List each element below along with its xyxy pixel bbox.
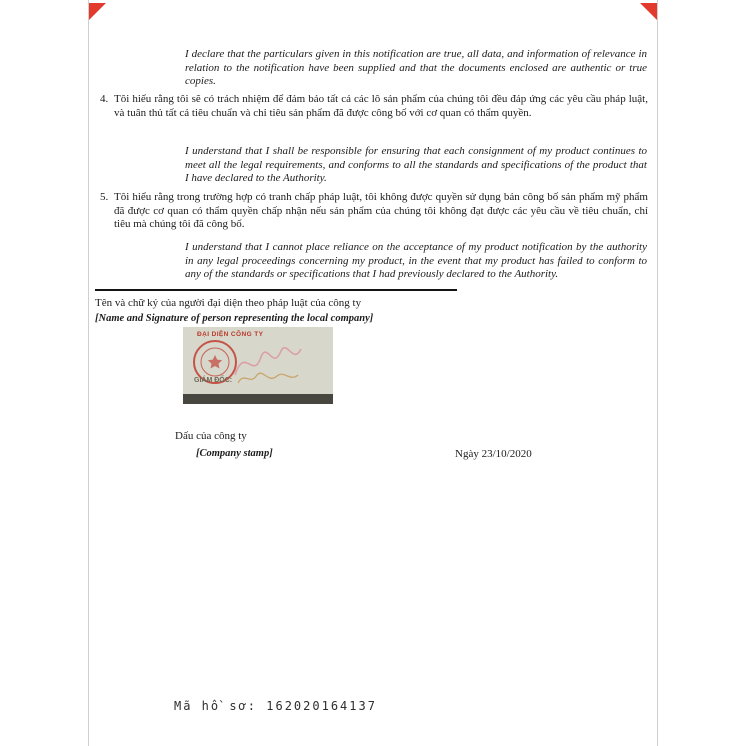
page-left-edge [88, 0, 89, 746]
red-corner-mark-left [89, 3, 106, 20]
stamp-photo-bottom-strip [183, 394, 333, 404]
signature-label-en: [Name and Signature of person representing the local company] [95, 313, 374, 324]
declaration-intro: I declare that the particulars given in this notification are true, all data, and information of relevance in relation to the notification have been supplied and that the documents enclosed are authentic or true copies. [185, 48, 647, 87]
amber-signature-icon [235, 369, 301, 389]
stamp-caption-vi: Dấu của công ty [175, 430, 247, 442]
item-4-text-en: I understand that I shall be responsible for ensuring that each consignment of my product continues to meet all the legal requirements, and conforms to all the standards and specifications of the product that I have declared to the Authority. [185, 145, 647, 184]
item-5-text-vi: Tôi hiểu rằng trong trường hợp có tranh chấp pháp luật, tôi không được quyền sử dụng bản công bố sản phẩm mỹ phẩm đã được cơ quan có thẩm quyền chấp nhận nếu sản phẩm của chúng tôi không đạt được các yêu cầu về tiêu chuẩn, chỉ tiêu mà chúng tôi đã công bố. [114, 191, 648, 230]
stamp-caption-en: [Company stamp] [196, 448, 273, 459]
stamp-representative-title: ĐẠI DIỆN CÔNG TY [197, 331, 264, 338]
signature-divider-line [95, 289, 457, 291]
page-right-edge [657, 0, 658, 746]
item-4-text-vi: Tôi hiểu rằng tôi sẽ có trách nhiệm để đảm bảo tất cả các lô sản phẩm của chúng tôi đều đáp ứng các yêu cầu pháp luật, và tuân thủ tất cả tiêu chuẩn và chỉ tiêu sản phẩm đã được công bố với cơ quan có thẩm quyền. [114, 93, 648, 119]
item-5-text-en: I understand that I cannot place reliance on the acceptance of my product notification by the authority in any legal proceedings concerning my product, in the event that my product has failed to conform to any of the standards or specifications that I had previously declared to the Authority. [185, 241, 647, 280]
file-code: Mã hồ sơ: 162020164137 [174, 699, 377, 713]
company-stamp-photo [183, 327, 333, 404]
red-corner-mark-right [640, 3, 657, 20]
item-4-number: 4. [100, 93, 109, 105]
item-5-number: 5. [100, 191, 109, 203]
document-date: Ngày 23/10/2020 [455, 448, 532, 460]
signature-label-vi: Tên và chữ ký của người đại diện theo pháp luật của công ty [95, 297, 362, 309]
stamp-director-label: GIÁM ĐỐC: [194, 377, 233, 384]
